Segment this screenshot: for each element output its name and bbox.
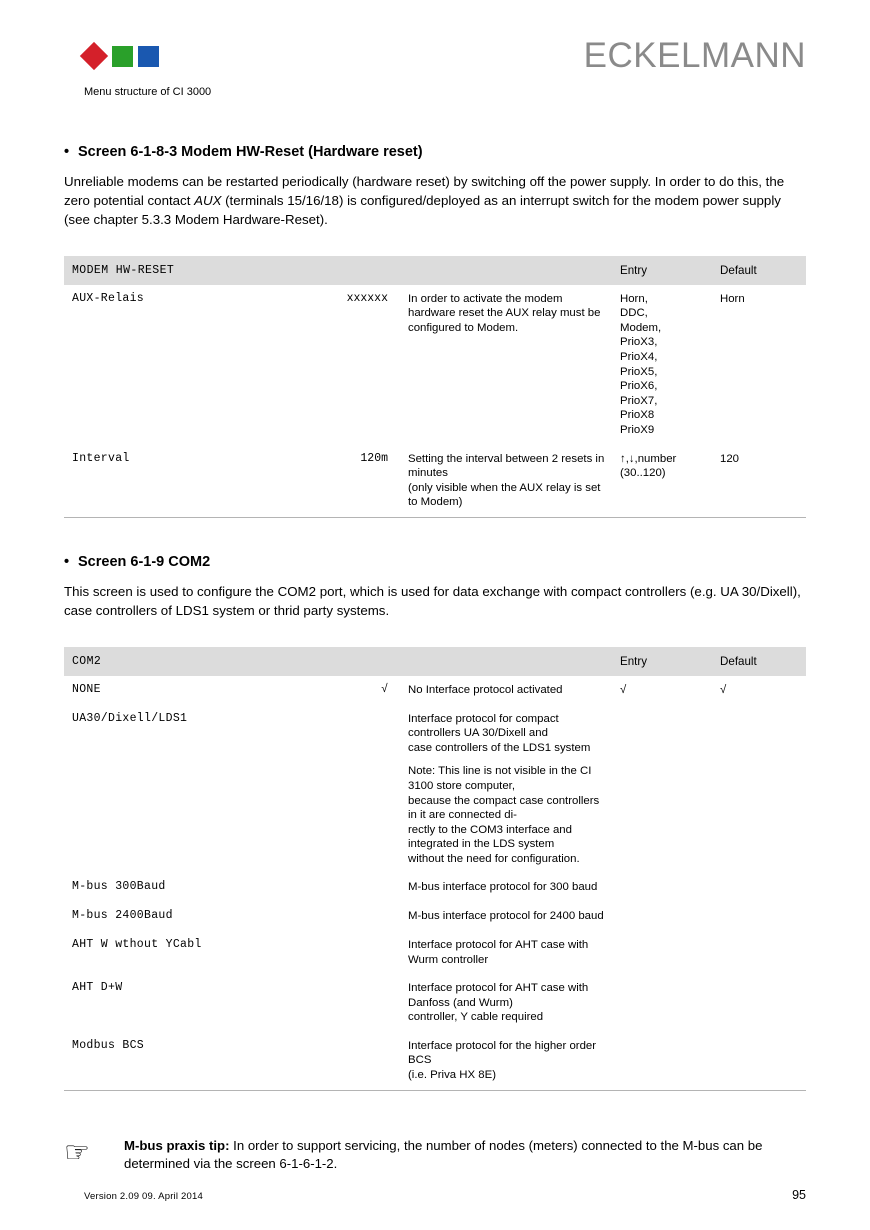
row-entry — [612, 974, 712, 1032]
row-description: In order to activate the modem hardware reset the AUX relay must be configured to Modem. — [408, 292, 601, 334]
table-row — [64, 931, 806, 974]
page-footer — [84, 1188, 806, 1202]
table-modem-hw-reset — [64, 256, 806, 518]
row-description: No Interface protocol activated — [408, 683, 563, 696]
row-value: xxxxxx — [346, 291, 388, 305]
row-value: √ — [381, 682, 388, 696]
pointing-hand-icon: ☞ — [64, 1136, 90, 1169]
section-heading-com2: • Screen 6-1-9 COM2 — [64, 554, 806, 570]
table-row — [64, 1032, 806, 1090]
row-entry — [612, 902, 712, 931]
row-entry — [612, 1032, 712, 1090]
row-name: M-bus 2400Baud — [72, 909, 173, 923]
row-default — [712, 705, 806, 874]
table-title-com2: COM2 — [64, 647, 612, 676]
row-default — [712, 873, 806, 902]
row-entry: ↑,↓,number (30..120) — [620, 452, 677, 480]
row-default — [712, 902, 806, 931]
table-header-default: Default — [712, 647, 806, 676]
table-header-row — [64, 647, 806, 676]
row-value — [328, 705, 400, 874]
page-content — [64, 96, 806, 1174]
logo-blue-square-icon — [138, 46, 159, 67]
row-value — [328, 873, 400, 902]
row-entry: √ — [620, 683, 627, 696]
document-subtitle: Menu structure of CI 3000 — [84, 86, 212, 98]
row-entry — [612, 931, 712, 974]
table-header-row — [64, 256, 806, 285]
row-description: Interface protocol for compact controllers UA 30/Dixell and case controllers of the LDS1 system Note: This line is not visible in the CI 3100 store computer, because the compact case controllers in it are connected di- rectly to the COM3 interface and integrated in the LDS system without the need for configuration. — [400, 705, 612, 874]
row-default — [712, 974, 806, 1032]
praxis-tip — [64, 1137, 806, 1174]
row-description: Interface protocol for AHT case with Danfoss (and Wurm) controller, Y cable required — [408, 982, 589, 1024]
row-value — [328, 974, 400, 1032]
paragraph-text-part1: Unreliable modems can be restarted periodically (hardware reset) by switching off the power supply. In order to do this, the zero potential contact — [64, 174, 785, 208]
table-header-default: Default — [712, 256, 806, 285]
row-value — [328, 1032, 400, 1090]
eckelmann-logo — [84, 44, 174, 70]
row-description: Interface protocol for AHT case with Wurm controller — [408, 938, 589, 966]
section-heading-modem-hw-reset: • Screen 6-1-8-3 Modem HW-Reset (Hardware reset) — [64, 144, 806, 160]
row-description: M-bus interface protocol for 300 baud — [408, 881, 598, 894]
paragraph-italic-aux: AUX — [194, 192, 222, 208]
table-row — [64, 705, 806, 874]
page-header — [64, 0, 806, 96]
row-name: Interval — [72, 451, 130, 465]
row-value: 120m — [360, 451, 388, 465]
row-value — [328, 931, 400, 974]
table-header-entry: Entry — [612, 256, 712, 285]
praxis-tip-label: M-bus praxis tip: — [124, 1137, 230, 1153]
praxis-tip-text — [124, 1137, 806, 1174]
brand-title: ECKELMANN — [583, 36, 806, 75]
row-default — [712, 931, 806, 974]
table-row — [64, 445, 806, 517]
table-header-entry: Entry — [612, 647, 712, 676]
table-com2 — [64, 647, 806, 1091]
row-default: √ — [720, 683, 727, 696]
logo-diamond-icon — [80, 42, 108, 70]
row-name: AHT W wthout YCabl — [72, 937, 202, 951]
row-name: M-bus 300Baud — [72, 880, 166, 894]
section-paragraph-modem-hw-reset — [64, 173, 806, 230]
row-description: Setting the interval between 2 resets in minutes (only visible when the AUX relay is set to Modem) — [408, 452, 605, 509]
row-default: 120 — [720, 452, 740, 465]
footer-version: Version 2.09 09. April 2014 — [84, 1191, 203, 1202]
row-entry — [612, 705, 712, 874]
table-title-modem-hw-reset: MODEM HW-RESET — [64, 256, 612, 285]
paragraph-text-part2: (terminals 15/16/18) is configured/deployed as an interrupt switch for the modem power supply (see chapter 5.3.3 Modem Hardware-Reset). — [64, 192, 781, 227]
row-name: AHT D+W — [72, 981, 123, 995]
table-row — [64, 873, 806, 902]
row-name: Modbus BCS — [72, 1038, 145, 1052]
row-entry — [612, 873, 712, 902]
row-default: Horn — [720, 292, 745, 305]
row-default — [712, 1032, 806, 1090]
table-row — [64, 285, 806, 445]
table-row — [64, 902, 806, 931]
praxis-tip-body: In order to support servicing, the number of nodes (meters) connected to the M-bus can be determined via the screen 6-1-6-1-2. — [124, 1137, 763, 1172]
row-description: Interface protocol for the higher order BCS (i.e. Priva HX 8E) — [408, 1039, 597, 1082]
row-description: M-bus interface protocol for 2400 baud — [408, 910, 604, 923]
logo-green-square-icon — [112, 46, 133, 67]
row-description-note: Note: This line is not visible in the CI 3100 store computer, because the compact case controllers in it are connected di- rectly to the COM3 interface and integrated in the LDS system without the need for configuration. — [408, 765, 600, 865]
table-row — [64, 974, 806, 1032]
row-name: AUX-Relais — [72, 291, 145, 305]
row-entry: Horn, DDC, Modem, PrioX3, PrioX4, PrioX5, PrioX6, PrioX7, PrioX8 PrioX9 — [620, 292, 662, 437]
table-row — [64, 676, 806, 705]
row-name: UA30/Dixell/LDS1 — [72, 711, 188, 725]
footer-page-number: 95 — [792, 1188, 806, 1202]
row-name: NONE — [72, 682, 101, 696]
section-paragraph-com2: This screen is used to configure the COM2 port, which is used for data exchange with compact controllers (e.g. UA 30/Dixell), case controllers of LDS1 system or thrid party systems. — [64, 584, 801, 618]
row-value — [328, 902, 400, 931]
